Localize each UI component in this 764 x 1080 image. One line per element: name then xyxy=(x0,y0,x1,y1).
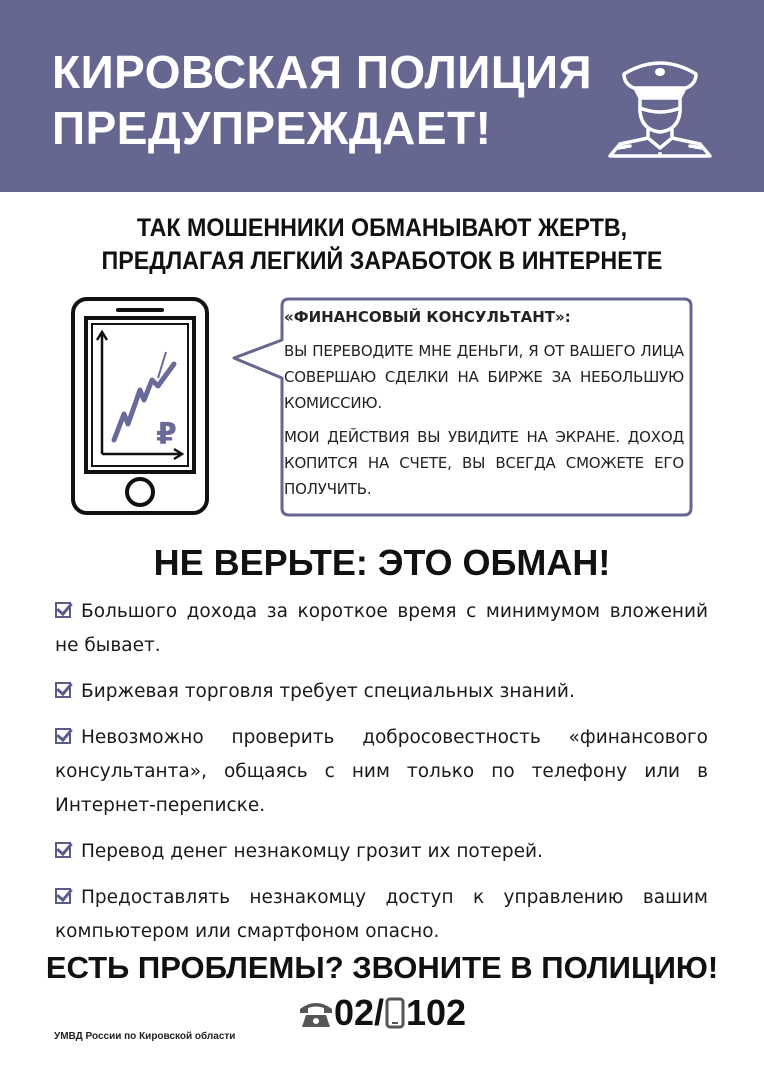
checkbox-checked-icon xyxy=(55,728,71,744)
list-item xyxy=(55,881,708,949)
footer-organization: УМВД России по Кировской области xyxy=(54,1031,236,1042)
point-text: Предоставлять незнакомцу доступ к управлению вашим компьютером или смартфоном опасно. xyxy=(55,887,708,942)
point-text: Невозможно проверить добросовестность «финансового консультанта», общаясь с ним только по телефону или в Интернет-переписке. xyxy=(55,727,708,816)
checkbox-checked-icon xyxy=(55,682,71,698)
mobile-phone-icon xyxy=(384,997,406,1029)
list-item xyxy=(55,721,708,823)
advice-list xyxy=(55,595,708,961)
title-line-1: КИРОВСКАЯ ПОЛИЦИЯ xyxy=(52,46,593,98)
call-police-heading: ЕСТЬ ПРОБЛЕМЫ? ЗВОНИТЕ В ПОЛИЦИЮ! xyxy=(45,950,719,985)
list-item xyxy=(55,595,708,663)
scheme-headline xyxy=(0,212,764,278)
title-line-2: ПРЕДУПРЕЖДАЕТ! xyxy=(52,102,492,154)
checkbox-checked-icon xyxy=(55,888,71,904)
quote-paragraph-1: ВЫ ПЕРЕВОДИТЕ МНЕ ДЕНЬГИ, Я ОТ ВАШЕГО ЛИЦА СОВЕРШАЮ СДЕЛКИ НА БИРЖЕ ЗА НЕБОЛЬШУЮ КОМИССИЮ. xyxy=(284,342,684,412)
police-officer-icon xyxy=(600,50,720,160)
headline-line-2: ПРЕДЛАГАЯ ЛЕГКИЙ ЗАРАБОТОК В ИНТЕРНЕТЕ xyxy=(101,247,663,275)
landline-number: 02/ xyxy=(333,992,384,1033)
point-text: Перевод денег незнакомцу грозит их потерей. xyxy=(81,841,543,862)
consultant-quote xyxy=(284,304,684,510)
headline-line-1: ТАК МОШЕННИКИ ОБМАНЫВАЮТ ЖЕРТВ, xyxy=(136,214,628,242)
point-text: Биржевая торговля требует специальных знаний. xyxy=(81,681,575,702)
ruble-sign: ₽ xyxy=(156,417,177,452)
smartphone-chart-ruble-icon xyxy=(70,296,210,516)
mobile-number: 102 xyxy=(405,992,467,1033)
page-title xyxy=(52,44,612,156)
point-text: Большого дохода за короткое время с минимумом вложений не бывает. xyxy=(55,601,708,656)
list-item xyxy=(55,675,708,709)
emergency-numbers xyxy=(0,992,764,1034)
checkbox-checked-icon xyxy=(55,602,71,618)
list-item xyxy=(55,835,708,869)
telephone-icon xyxy=(298,999,334,1029)
checkbox-checked-icon xyxy=(55,842,71,858)
quote-paragraph-2: МОИ ДЕЙСТВИЯ ВЫ УВИДИТЕ НА ЭКРАНЕ. ДОХОД КОПИТСЯ НА СЧЕТЕ, ВЫ ВСЕГДА СМОЖЕТЕ ЕГО ПОЛУЧИТЬ. xyxy=(284,428,684,498)
header-banner xyxy=(0,0,764,192)
quote-title: «ФИНАНСОВЫЙ КОНСУЛЬТАНТ»: xyxy=(284,308,571,326)
warning-heading: НЕ ВЕРЬТЕ: ЭТО ОБМАН! xyxy=(153,542,611,583)
